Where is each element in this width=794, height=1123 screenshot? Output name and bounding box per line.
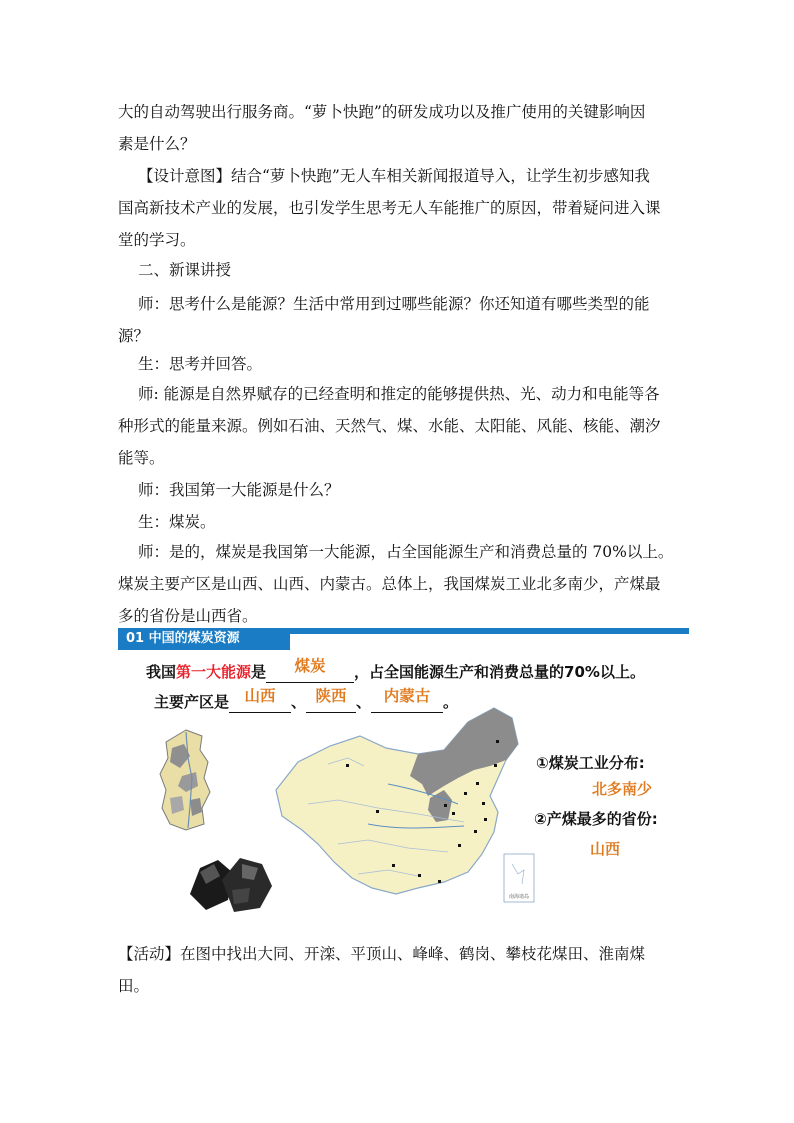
highlight-first-energy: 第一大能源 bbox=[176, 663, 252, 681]
separator: 、 bbox=[356, 693, 372, 711]
text-line: 多的省份是山西省。 bbox=[118, 607, 258, 625]
separator: 、 bbox=[291, 693, 307, 711]
answer-coal: 煤炭 bbox=[294, 657, 326, 675]
answer-shanxi-province: 山西 bbox=[590, 840, 621, 858]
section-heading-new-lesson bbox=[118, 254, 688, 286]
text-line: 师：思考什么是能源？生活中常用到过哪些能源？你还知道有哪些类型的能 bbox=[138, 295, 650, 313]
text-line: 田。 bbox=[118, 977, 150, 995]
text-line: 生：思考并回答。 bbox=[138, 355, 263, 373]
paragraph-intro-end bbox=[118, 96, 688, 160]
shanxi-coal-map-icon bbox=[156, 728, 214, 832]
text-line: 【活动】在图中找出大同、开滦、平顶山、峰峰、鹤岗、攀枝花煤田、淮南煤 bbox=[118, 945, 646, 963]
answer-inner-mongolia: 内蒙古 bbox=[383, 687, 431, 705]
text-segment: 是 bbox=[251, 663, 267, 681]
text-line: 素是什么？ bbox=[118, 135, 196, 153]
text-line: 堂的学习。 bbox=[118, 231, 196, 249]
paragraph-teacher-question-2 bbox=[118, 474, 688, 506]
text-line: 生：煤炭。 bbox=[138, 513, 216, 531]
answer-shanxi: 山西 bbox=[244, 687, 276, 705]
text-line: 师：是的，煤炭是我国第一大能源，占全国能源生产和消费总量的 70%以上。 bbox=[138, 543, 674, 561]
text-segment: 。 bbox=[443, 693, 459, 711]
paragraph-activity bbox=[118, 938, 688, 1002]
south-sea-islands-label: 南海诸岛 bbox=[508, 894, 530, 900]
answer-shaanxi: 陕西 bbox=[315, 687, 347, 705]
paragraph-student-coal bbox=[118, 506, 688, 538]
text-line: 师: 能源是自然界赋存的已经查明和推定的能够提供热、光、动力和电能等各 bbox=[138, 385, 660, 403]
paragraph-design-intent bbox=[118, 160, 688, 256]
slide-line-first-energy bbox=[146, 657, 645, 683]
text-segment: 我国 bbox=[146, 663, 177, 681]
question-coal-distribution: ①煤炭工业分布: bbox=[536, 754, 645, 772]
text-line: 大的自动驾驶出行服务商。“萝卜快跑”的研发成功以及推广使用的关键影响因 bbox=[118, 103, 646, 121]
text-line: 师：我国第一大能源是什么？ bbox=[138, 481, 340, 499]
text-segment: ，占全国能源生产和消费总量的70%以上。 bbox=[354, 663, 645, 681]
question-top-coal-province: ②产煤最多的省份: bbox=[534, 810, 658, 828]
text-line: 能等。 bbox=[118, 449, 165, 467]
paragraph-energy-definition bbox=[118, 378, 688, 474]
china-coal-distribution-map bbox=[268, 704, 538, 922]
coal-resources-slide bbox=[118, 628, 689, 923]
answer-north-more-south-less: 北多南少 bbox=[592, 780, 653, 798]
text-line: 源？ bbox=[118, 327, 150, 345]
text-line: 煤炭主要产区是山西、山西、内蒙古。总体上，我国煤炭工业北多南少，产煤最 bbox=[118, 575, 661, 593]
paragraph-teacher-question bbox=[118, 288, 688, 352]
text-segment: 主要产区是 bbox=[154, 693, 230, 711]
text-line: 【设计意图】结合“萝卜快跑”无人车相关新闻报道导入，让学生初步感知我 bbox=[138, 167, 650, 185]
coal-lumps-icon bbox=[184, 850, 278, 916]
answer-blank-coal bbox=[266, 657, 354, 683]
paragraph-student-answer bbox=[118, 348, 688, 380]
text-line: 二、新课讲授 bbox=[138, 261, 232, 279]
slide-section-tag: 01 中国的煤炭资源 bbox=[118, 628, 290, 650]
text-line: 国高新技术产业的发展，也引发学生思考无人车能推广的原因，带着疑问进入课 bbox=[118, 199, 661, 217]
text-line: 种形式的能量来源。例如石油、天然气、煤、水能、太阳能、风能、核能、潮汐 bbox=[118, 417, 661, 435]
paragraph-coal-explanation bbox=[118, 536, 688, 632]
